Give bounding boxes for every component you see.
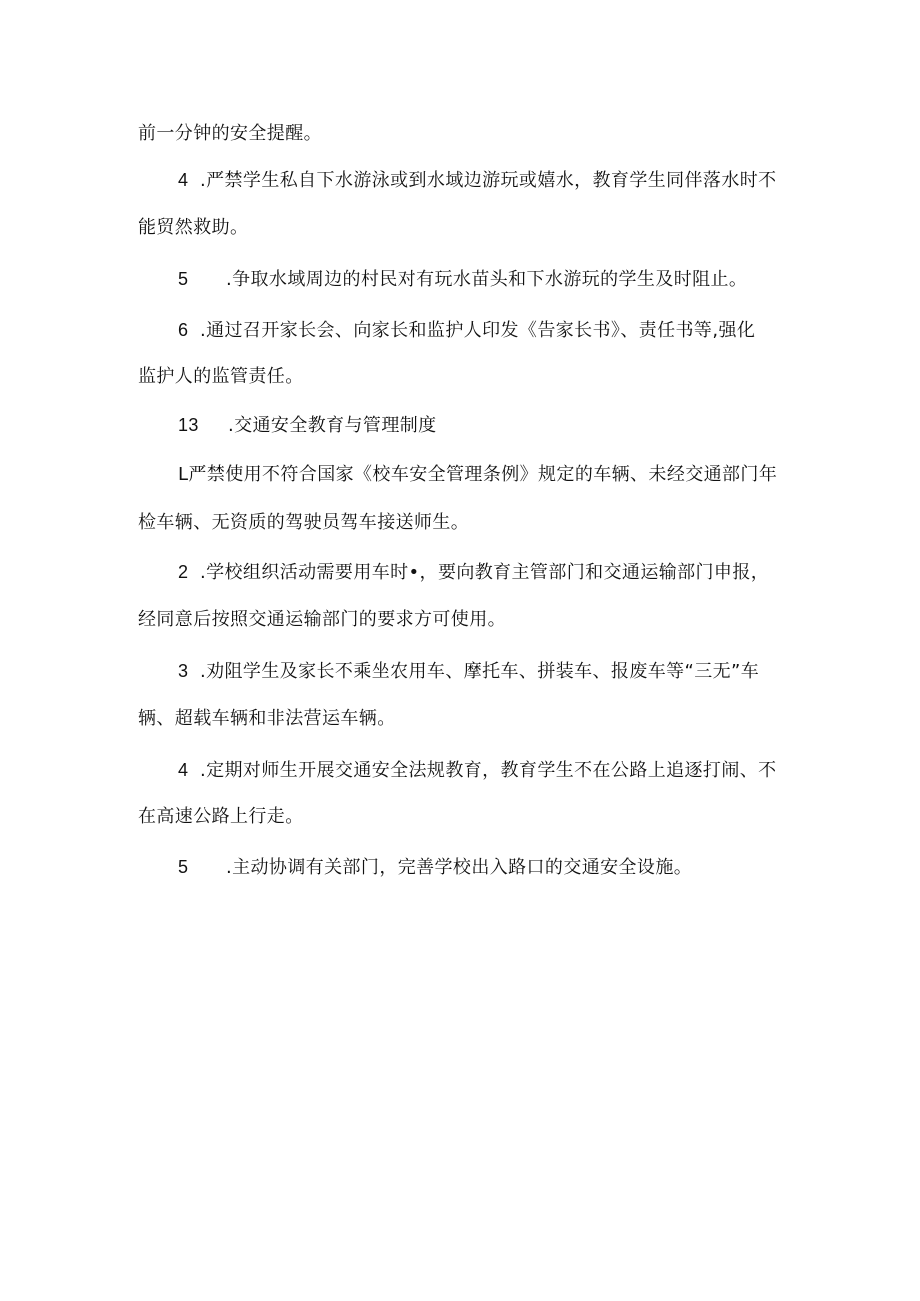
paragraph-line (138, 122, 322, 146)
item-text: .争取水域周边的村民对有玩水苗头和下水游玩的学生及时阻止。 (226, 269, 748, 290)
paragraph-line (138, 707, 396, 731)
section-heading (178, 413, 437, 438)
list-item-4 (178, 758, 777, 783)
text-run: 辆、超载车辆和非法营运车辆。 (138, 708, 396, 729)
list-item-4 (178, 168, 777, 193)
item-text: .通过召开家长会、向家长和监护人印发《告家长书》、责任书等,强化 (200, 320, 756, 341)
list-item-3 (178, 659, 759, 684)
item-text: .劝阻学生及家长不乘坐农用车、摩托车、拼装车、报废车等“三无”车 (200, 661, 760, 682)
paragraph-line (138, 608, 506, 632)
item-text: L严禁使用不符合国家《校车安全管理条例》规定的车辆、未经交通部门年 (178, 464, 778, 485)
paragraph-line (138, 365, 304, 389)
list-item-1 (178, 463, 777, 487)
item-number: 5 (178, 857, 189, 877)
list-item-5 (178, 855, 692, 880)
item-number: 5 (178, 269, 189, 289)
list-item-5 (178, 267, 747, 292)
text-run: 在高速公路上行走。 (138, 806, 304, 827)
item-text: .定期对师生开展交通安全法规教育，教育学生不在公路上追逐打闹、不 (200, 760, 777, 781)
item-text: .学校组织活动需要用车时•，要向教育主管部门和交通运输部门申报， (200, 562, 770, 583)
text-run: 经同意后按照交通运输部门的要求方可使用。 (138, 609, 506, 630)
list-item-2 (178, 560, 769, 585)
item-number: 3 (178, 661, 189, 681)
item-text: .严禁学生私自下水游泳或到水域边游玩或嬉水，教育学生同伴落水时不 (200, 170, 777, 191)
text-run: 检车辆、无资质的驾驶员驾车接送师生。 (138, 512, 470, 533)
section-number: 13 (178, 415, 199, 435)
list-item-6 (178, 318, 755, 343)
item-number: 6 (178, 320, 189, 340)
paragraph-line (138, 805, 304, 829)
text-run: 前一分钟的安全提醒。 (138, 123, 322, 144)
item-number: 4 (178, 170, 189, 190)
paragraph-line (138, 511, 469, 535)
text-run: 能贸然救助。 (138, 217, 249, 238)
section-title: .交通安全教育与管理制度 (228, 415, 437, 436)
item-number: 2 (178, 562, 189, 582)
paragraph-line (138, 216, 248, 240)
item-text: .主动协调有关部门，完善学校出入路口的交通安全设施。 (226, 857, 693, 878)
item-number: 4 (178, 760, 189, 780)
text-run: 监护人的监管责任。 (138, 366, 304, 387)
